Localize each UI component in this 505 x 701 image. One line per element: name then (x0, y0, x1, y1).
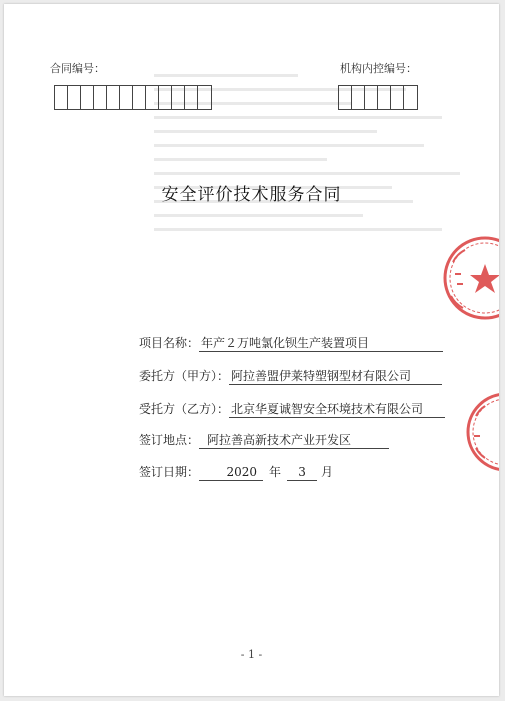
contractor-value: 北京华夏诚智安全环境技术有限公司 (229, 402, 445, 418)
partial-seal-icon (466, 390, 499, 474)
signing-date-row (139, 463, 333, 481)
signing-place-row (139, 431, 389, 449)
year-value: 2020 (199, 465, 263, 481)
contract-number-boxes (54, 85, 212, 110)
field-label: 受托方（乙方）： (139, 402, 230, 416)
document-title: 安全评价技术服务合同 (161, 185, 342, 205)
contract-number-label: 合同编号： (50, 62, 105, 75)
month-unit: 月 (321, 465, 334, 479)
client-value: 阿拉善盟伊莱特塑钢型材有限公司 (229, 369, 442, 385)
project-name-value: 年产２万吨氯化钡生产装置项目 (199, 336, 443, 352)
client-row (139, 367, 442, 385)
field-label: 委托方（甲方）： (139, 369, 230, 383)
contractor-row (139, 400, 445, 418)
field-label: 签订日期： (139, 465, 200, 479)
page-number: - 1 - (240, 648, 263, 661)
field-label: 签订地点： (139, 433, 200, 447)
company-seal-icon (437, 234, 499, 326)
project-name-row (139, 334, 443, 352)
internal-number-boxes (338, 85, 418, 110)
internal-number-label: 机构内控编号： (340, 62, 417, 75)
month-value: 3 (287, 465, 317, 481)
year-unit: 年 (269, 465, 282, 479)
contract-page (4, 4, 499, 696)
signing-place-value: 阿拉善高新技术产业开发区 (199, 433, 389, 449)
field-label: 项目名称： (139, 336, 200, 350)
